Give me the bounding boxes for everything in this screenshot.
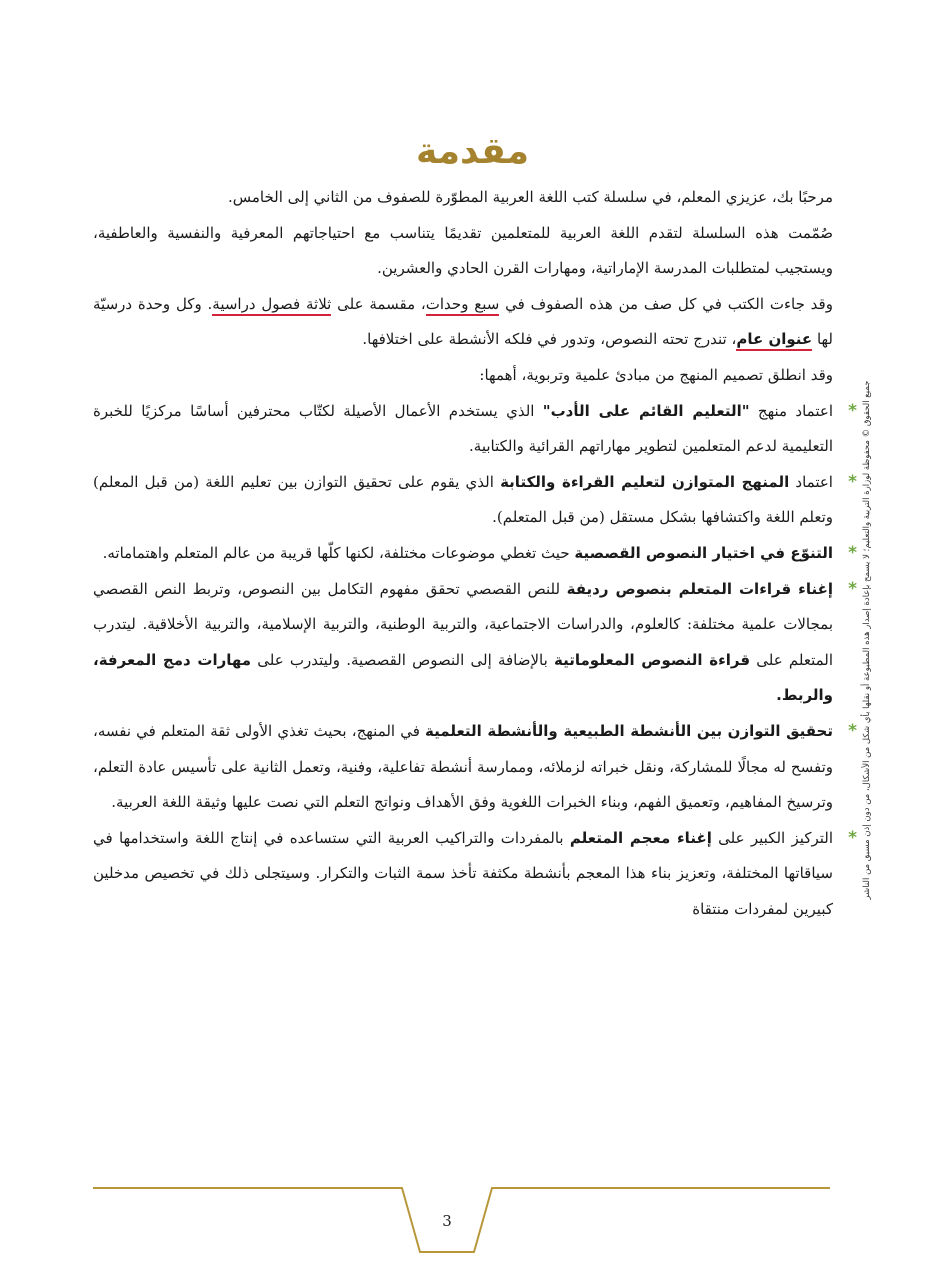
keyword: تحقيق التوازن بين الأنشطة الطبيعية والأنشطة التعلمية bbox=[425, 721, 834, 740]
keyword: قراءة النصوص المعلوماتية bbox=[554, 650, 751, 669]
intro-paragraph-1: مرحبًا بك، عزيزي المعلم، في سلسلة كتب اللغة العربية المطوّرة للصفوف من الثاني إلى الخامس. bbox=[227, 188, 833, 206]
intro-paragraph-2: صُمّمت هذه السلسلة لتقدم اللغة العربية للمتعلمين تقديمًا يتناسب مع احتياجاتهم المعرفية والنفسية والعاطفية، ويستجيب لمتطلبات المدرسة الإماراتية، ومهارات القرن الحادي والعشرين. bbox=[93, 223, 833, 278]
bullet-asterisk-icon: * bbox=[848, 400, 857, 421]
list-item bbox=[93, 714, 857, 821]
underlined-seven-units: سبع وحدات bbox=[426, 295, 500, 316]
text-run: حيث تغطي موضوعات مختلفة، لكنها كلّها قريبة من عالم المتعلم واهتماماته. bbox=[102, 543, 575, 562]
keyword: "التعليم القائم على الأدب" bbox=[542, 401, 750, 420]
text-run: اعتماد bbox=[789, 472, 833, 491]
text-run: . وكل وحدة درسيّة لها bbox=[93, 294, 833, 349]
footer-ornament bbox=[0, 1176, 945, 1276]
copyright-text: جميع الحقوق © محفوظة لوزارة التربية والتعليم؛ لا يسمح بإعادة إصدار هذه المطبوعة أو نقلها بأي شكل من الأشكال، من دون إذن مسبق من الناشر bbox=[862, 380, 872, 900]
text-run: بالإضافة إلى النصوص القصصية. وليتدرب على bbox=[251, 650, 555, 669]
page-number: 3 bbox=[442, 1212, 452, 1230]
keyword: المنهج المتوازن لتعليم القراءة والكتابة bbox=[500, 472, 790, 491]
copyright-side-note bbox=[858, 300, 876, 980]
bullet-asterisk-icon: * bbox=[848, 720, 857, 741]
keyword: مهارات دمج المعرفة، والربط. bbox=[93, 650, 833, 705]
bullet-asterisk-icon: * bbox=[848, 471, 857, 492]
page-title: مقدمة bbox=[415, 131, 530, 172]
text-run: للنص القصصي تحقق مفهوم التكامل بين النصوص، وتربط النص القصصي بمجالات علمية مختلفة: كالعلوم، والدراسات الاجتماعية، والتربية الوطنية، والتربية الإسلامية، والتربية الأخلاقية. ليتدرب المتعلم على bbox=[93, 579, 834, 669]
text-run: الذي يقوم على تحقيق التوازن بين تعليم اللغة (من قبل المعلم) وتعلم اللغة واكتشافها بشكل مستقل (من قبل المتعلم). bbox=[93, 472, 833, 527]
keyword: إغناء معجم المتعلم bbox=[569, 828, 712, 847]
keyword: التنوّع في اختيار النصوص القصصية bbox=[574, 543, 833, 562]
list-item bbox=[93, 821, 857, 928]
list-item bbox=[93, 465, 857, 536]
text-run: التركيز الكبير على bbox=[711, 828, 834, 847]
intro-body bbox=[93, 180, 857, 927]
text-run: الذي يستخدم الأعمال الأصيلة لكتّاب محترفين أساسًا مركزيًا للخبرة التعليمية لدعم المتعلمين لتطوير مهاراتهم القرائية والكتابية. bbox=[93, 401, 833, 456]
underlined-three-semesters: ثلاثة فصول دراسية bbox=[212, 295, 331, 316]
intro-paragraph-4: وقد انطلق تصميم المنهج من مبادئ علمية وتربوية، أهمها: bbox=[479, 365, 833, 384]
text-run: في المنهج، بحيث تغذي الأولى ثقة المتعلم في نفسه، وتفسح له مجالًا للمشاركة، ونقل خبراته لزملائه، وممارسة أنشطة تفاعلية، وفنية، وتعمل الثانية على تأسيس عادة التعلم، وترسيخ المفاهيم، وتعميق الفهم، وبناء الخبرات اللغوية وفق الأهداف ونواتج التعلم التي نصت عليها وثيقة اللغة العربية. bbox=[93, 721, 833, 812]
list-item bbox=[93, 536, 857, 572]
list-item bbox=[93, 394, 857, 465]
text-run: وقد جاءت الكتب في كل صف من هذه الصفوف في bbox=[499, 294, 833, 313]
principles-list bbox=[93, 394, 857, 928]
list-item bbox=[93, 572, 857, 714]
intro-paragraph-3 bbox=[93, 287, 833, 358]
bullet-asterisk-icon: * bbox=[848, 578, 857, 599]
text-run: ، تندرج تحته النصوص، وتدور في فلكه الأنشطة على اختلافها. bbox=[362, 330, 737, 349]
bullet-asterisk-icon: * bbox=[848, 542, 857, 563]
keyword: إغناء قراءات المتعلم بنصوص رديفة bbox=[566, 579, 833, 598]
bullet-asterisk-icon: * bbox=[848, 827, 857, 848]
underlined-general-title: عنوان عام bbox=[736, 330, 812, 351]
text-run: بالمفردات والتراكيب العربية التي ستساعده في إنتاج اللغة واستخدامها في سياقاتها المختلفة، وتعزيز بناء هذا المعجم بأنشطة مكثفة تأخذ سمة الثبات والتكرار. وسيتجلى ذلك في تخصيص مدخلين كبيرين لمفردات منتقاة bbox=[93, 828, 833, 918]
text-run: اعتماد منهج bbox=[749, 401, 833, 420]
text-run: ، مقسمة على bbox=[331, 294, 426, 313]
